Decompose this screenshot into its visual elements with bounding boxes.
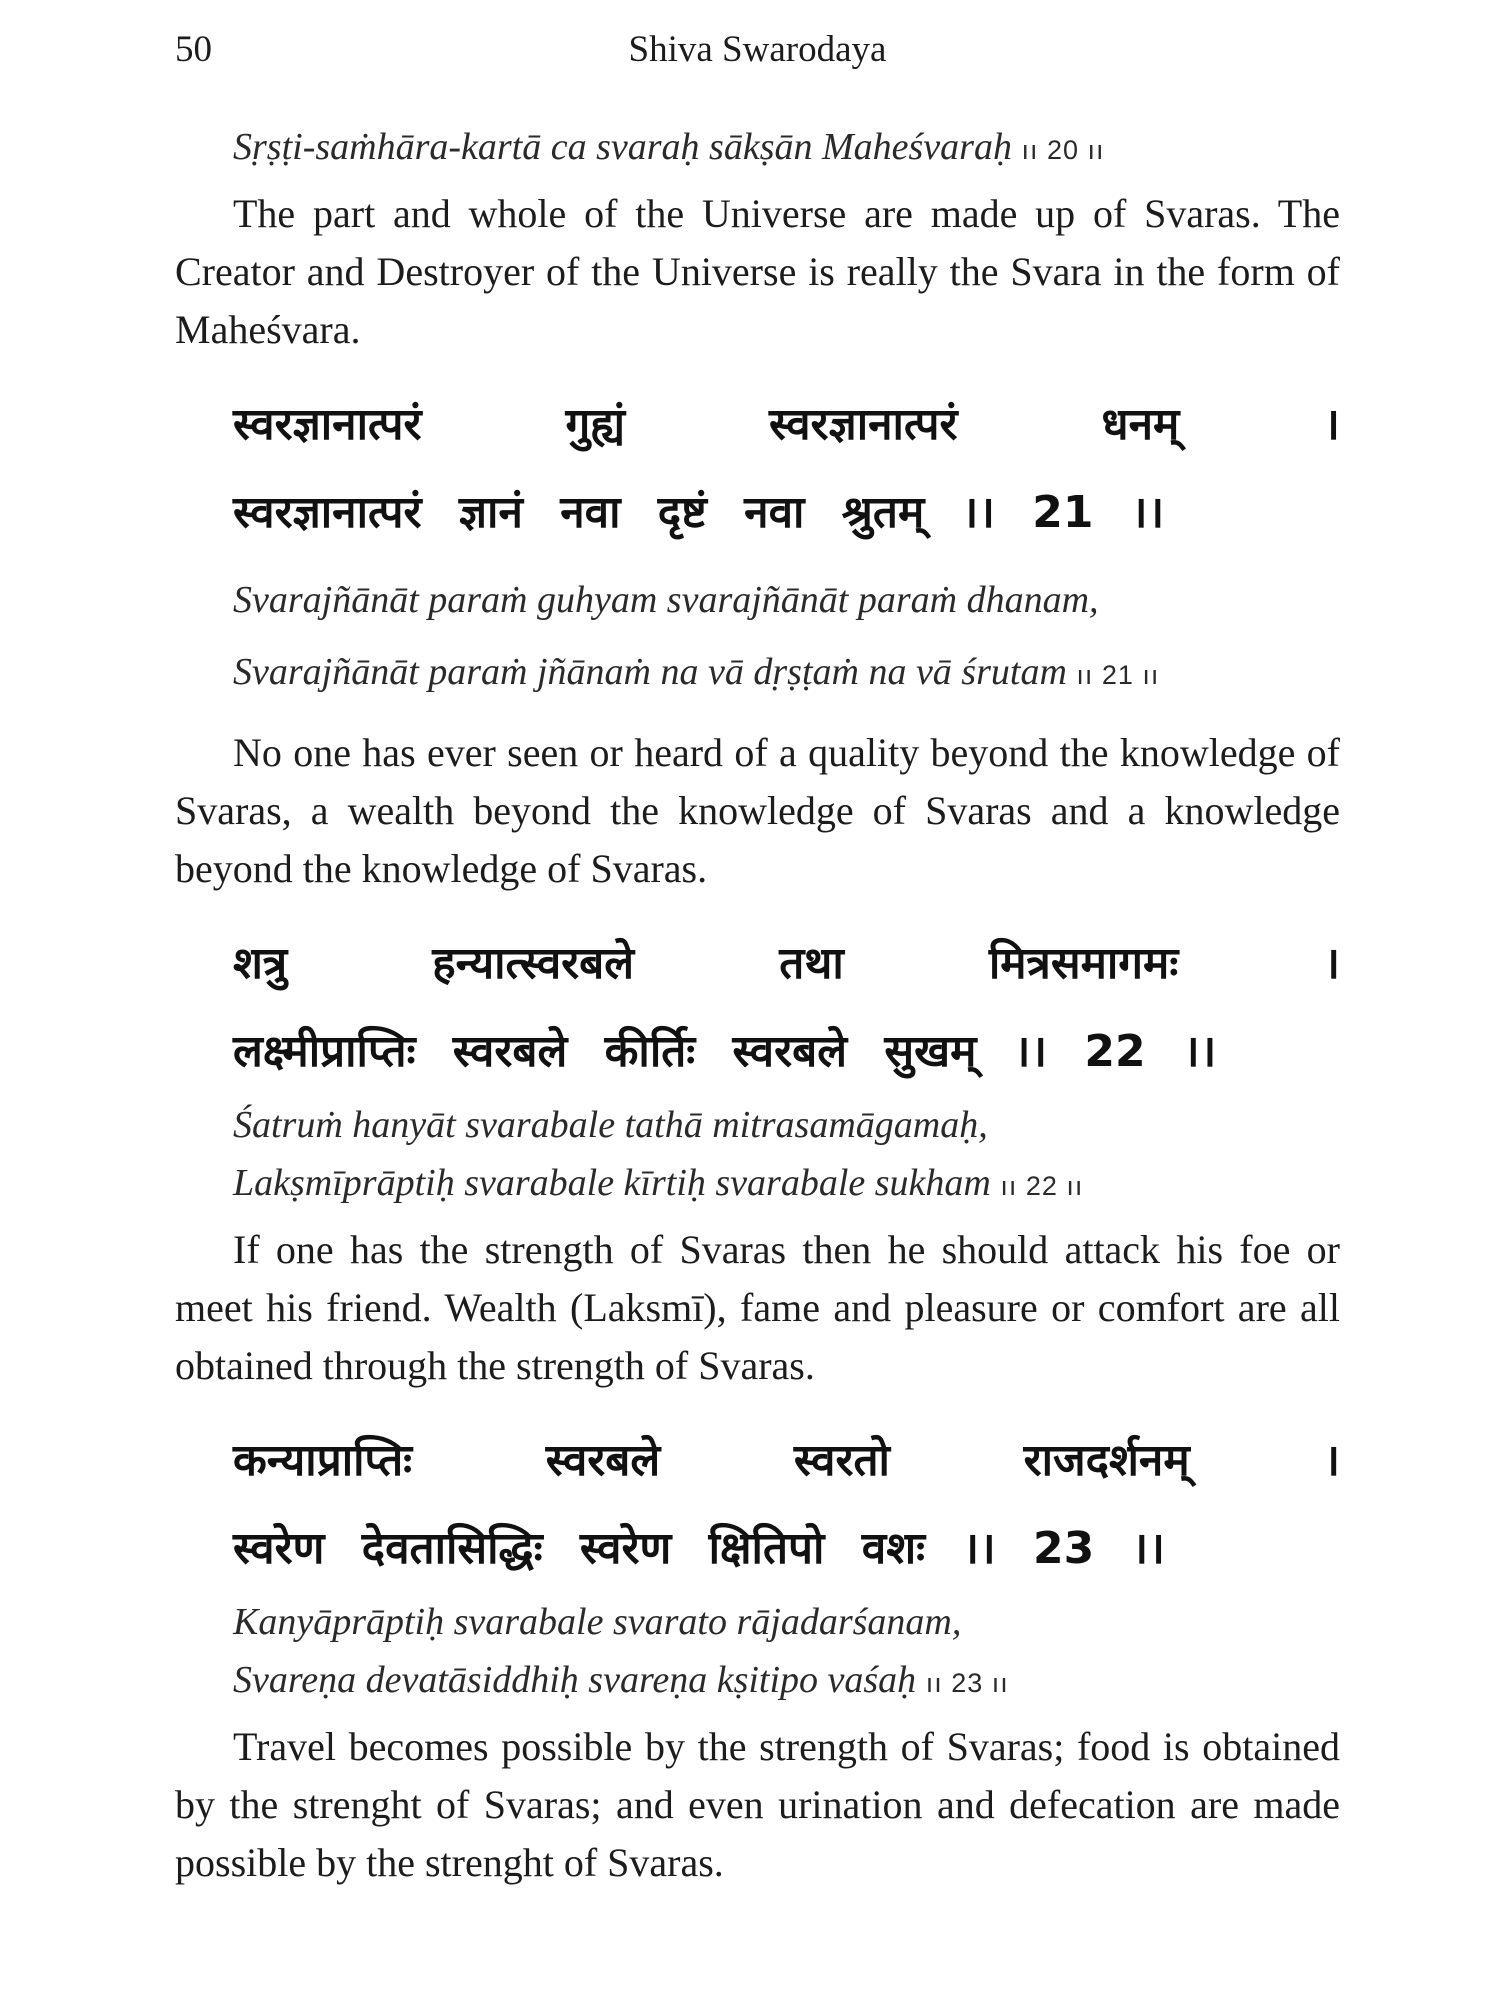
verse-21-transliteration-line-1: Svarajñānāt paraṁ guhyam svarajñānāt paraṁ dhanam, [233, 579, 1099, 621]
verse-21-transliteration-line-2 [175, 643, 1340, 704]
verse-21-sanskrit-line-2: स्वरज्ञानात्परं ज्ञानं नवा दृष्टं नवा श्रुतम् ।। 21 ।। [233, 487, 1165, 538]
page-number: 50 [175, 29, 212, 70]
verse-23-transliteration-line-1: Kanyāprāptiḥ svarabale svarato rājadarśanam, [233, 1601, 962, 1643]
verse-23-translation: Travel becomes possible by the strength of Svaras; food is obtained by the strenght of Svaras; and even urination and defecation are made possible by the strenght of Svaras. [175, 1724, 1340, 1885]
verse-20-translit-text: Sṛṣṭi-saṁhāra-kartā ca svaraḥ sākṣān Maheśvaraḥ [233, 126, 1012, 168]
verse-23-transliteration-line-2 [175, 1651, 1340, 1712]
verse-20-transliteration [175, 118, 1340, 179]
verse-22-transliteration-line-1: Śatruṁ hanyāt svarabale tathā mitrasamāgamaḥ, [233, 1104, 988, 1146]
verse-23-sanskrit-line-2: स्वरेण देवतासिद्धिः स्वरेण क्षितिपो वशः ।। 23 ।। [233, 1523, 1165, 1574]
verse-20-translation: The part and whole of the Universe are made up of Svaras. The Creator and Destroyer of the Universe is really the Svara in the form of Maheśvara. [175, 191, 1340, 352]
verse-21-translit-text: Svarajñānāt paraṁ jñānaṁ na vā dṛṣṭaṁ na vā śrutam [233, 651, 1067, 693]
verse-20-number: ıı 20 ıı [1021, 135, 1105, 165]
verse-22-translit-text: Lakṣmīprāptiḥ svarabale kīrtiḥ svarabale sukham [233, 1162, 991, 1204]
verse-22-number: ıı 22 ıı [1000, 1171, 1084, 1201]
verse-21-sanskrit-line-1: स्वरज्ञानात्परं गुह्यं स्वरज्ञानात्परं धनम् । [233, 399, 1340, 450]
verse-22-transliteration-line-2 [175, 1154, 1340, 1215]
page-body [175, 118, 1340, 1892]
verse-22-sanskrit-line-2: लक्ष्मीप्राप्तिः स्वरबले कीर्तिः स्वरबले सुखम् ।। 22 ।। [233, 1026, 1217, 1077]
verse-23-sanskrit-line-1: कन्याप्राप्तिः स्वरबले स्वरतो राजदर्शनम् । [233, 1435, 1340, 1486]
verse-21-translation: No one has ever seen or heard of a quality beyond the knowledge of Svaras, a wealth beyond the knowledge of Svaras and a knowledge beyond the knowledge of Svaras. [175, 730, 1340, 891]
running-title: Shiva Swarodaya [628, 29, 887, 70]
verse-21-number: ıı 21 ıı [1076, 660, 1160, 690]
verse-23-number: ıı 23 ıı [925, 1668, 1009, 1698]
page-header [175, 28, 1340, 80]
verse-22-sanskrit-line-1: शत्रु हन्यात्स्वरबले तथा मित्रसमागमः । [233, 938, 1340, 989]
verse-22-translation: If one has the strength of Svaras then he should attack his foe or meet his friend. Wealth (Laksmī), fame and pleasure or comfort are all obtained through the strength of Svaras. [175, 1227, 1340, 1388]
verse-23-translit-text: Svareṇa devatāsiddhiḥ svareṇa kṣitipo vaśaḥ [233, 1659, 917, 1701]
